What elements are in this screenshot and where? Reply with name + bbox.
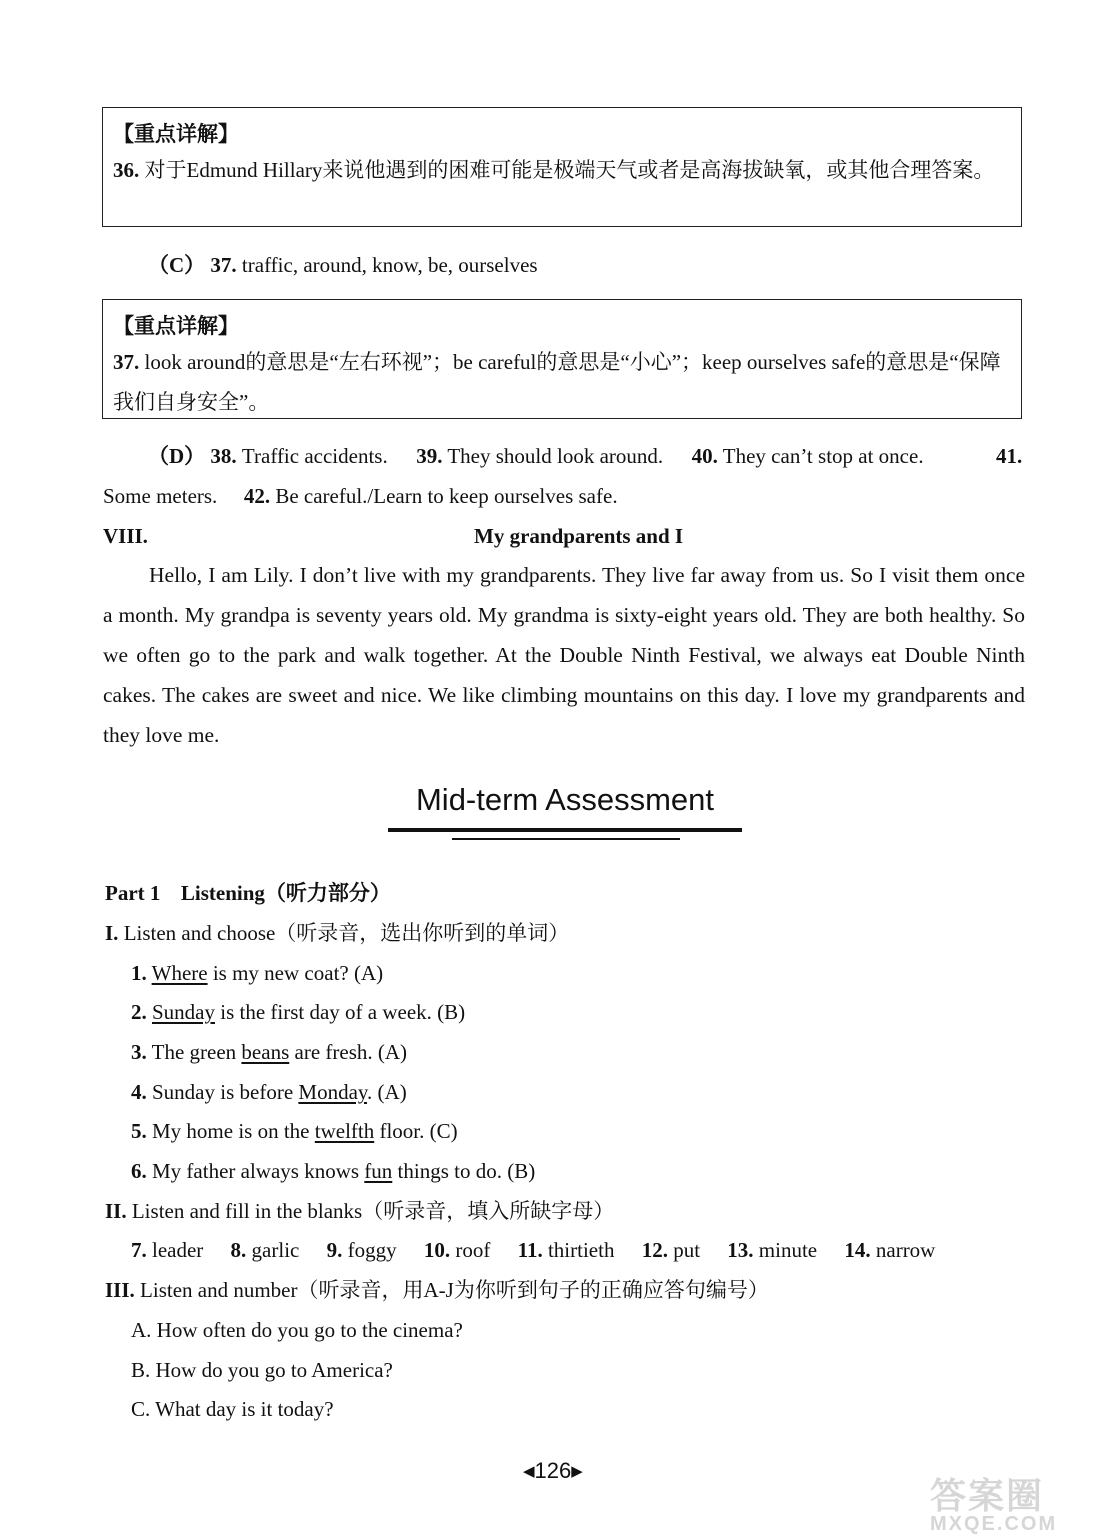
box-heading: 【重点详解】 [113,122,239,146]
watermark-top: 答案圈 [930,1475,1045,1516]
watermark-bottom: MXQE.COM [930,1513,1058,1535]
box-text [113,150,1011,190]
option-item: A. How often do you go to the cinema? [131,1318,463,1342]
answer-word: narrow [875,1238,936,1262]
item-number: 39. [416,444,443,468]
item-41-number: 41. [996,444,1023,468]
section-ii-heading [105,1191,614,1231]
list-item: 3. The green beans are fresh. (A) [131,1040,408,1064]
answer-word: leader [152,1238,204,1262]
assessment-title: Mid-term Assessment [415,782,714,817]
list-item: 5. My home is on the twelfth floor. (C) [131,1119,458,1143]
section-d-answers-line-1 [148,436,924,476]
explanation-text: look around的意思是“左右环视”；be careful的意思是“小心”；keep ourselves safe的意思是“保障我们自身安全”。 [113,350,1001,414]
key-explanation-box-2 [102,299,1022,419]
underlined-word: beans [241,1040,290,1064]
right-triangle-icon: ▶ [571,1463,583,1480]
title-rule-thin [452,838,680,840]
answer-text: Be careful./Learn to keep ourselves safe. [275,484,618,508]
section-title: Listen and fill in the blanks（听录音，填入所缺字母） [131,1199,615,1223]
section-label: I. [105,921,119,945]
answer-text: traffic, around, know, be, ourselves [241,253,538,277]
part-title: Listening（听力部分） [180,881,391,905]
option-item: B. How do you go to America? [131,1358,393,1382]
left-triangle-icon: ◀ [523,1463,535,1480]
item-number: 37. [210,253,237,277]
section-viii-label: VIII. [103,524,148,548]
item-number: 40. [691,444,718,468]
section-title: Listen and choose（听录音，选出你听到的单词） [123,921,570,945]
answer-text: Some meters. [103,484,218,508]
answer-text: Traffic accidents. [241,444,388,468]
item-number: 36. [113,158,140,182]
list-item: 6. My father always knows fun things to do. (B) [131,1159,536,1183]
section-c-answers [148,245,538,285]
item-number: 42. [243,484,271,508]
underlined-word: twelfth [314,1119,375,1143]
section-label: （D） [148,444,206,468]
answer-word: thirtieth [547,1238,615,1262]
underlined-word: Monday [298,1080,368,1104]
box-heading: 【重点详解】 [113,314,239,338]
answer-word: put [673,1238,701,1262]
answer-word: minute [758,1238,818,1262]
section-iii-heading [105,1270,769,1310]
option-item: C. What day is it today? [131,1397,334,1421]
list-item: 2. Sunday is the first day of a week. (B) [131,1000,466,1024]
section-label: III. [105,1278,135,1302]
box-text [113,342,1011,422]
answer-text: They should look around. [447,444,664,468]
section-i-heading [105,913,569,953]
list-item: 1. Where is my new coat? (A) [131,961,384,985]
section-label: （C） [148,253,206,277]
watermark-logo [930,1468,1100,1535]
essay-title: My grandparents and I [474,524,684,548]
underlined-word: Where [151,961,208,985]
list-item: 4. Sunday is before Monday. (A) [131,1080,407,1104]
essay-text: Hello, I am Lily. I don’t live with my grandparents. They live far away from us. So I visit them once a month. My grandpa is seventy years old. My grandma is sixty-eight years old. They are both healthy. So we often go to the park and walk together. At the Double Ninth Festival, we always eat Double Ninth cakes. The cakes are sweet and nice. We like climbing mountains on this day. I love my grandparents and they love me. [103,563,1025,747]
section-title: Listen and number（听录音，用A-J为你听到句子的正确应答句编号） [140,1278,769,1302]
item-number: 38. [210,444,237,468]
key-explanation-box-1 [102,107,1022,227]
underlined-word: Sunday [152,1000,215,1024]
underlined-word: fun [364,1159,393,1183]
section-label: II. [105,1199,127,1223]
answer-text: They can’t stop at once. [722,444,924,468]
fill-blank-answers: 7. leader 8. garlic 9. foggy 10. roof 11. thirtieth 12. put 13. minute 14. narrow [131,1238,936,1262]
title-rule-thick [388,828,742,832]
answer-word: foggy [347,1238,397,1262]
page-number: ◀126▶ [523,1458,583,1483]
part-1-heading [105,873,391,913]
answer-word: roof [455,1238,491,1262]
answer-word: garlic [251,1238,300,1262]
explanation-text: 对于Edmund Hillary来说他遇到的困难可能是极端天气或者是高海拔缺氧，或其他合理答案。 [144,158,995,182]
item-number: 37. [113,350,140,374]
part-label: Part 1 [105,881,161,905]
section-d-answers-line-2 [103,476,618,516]
